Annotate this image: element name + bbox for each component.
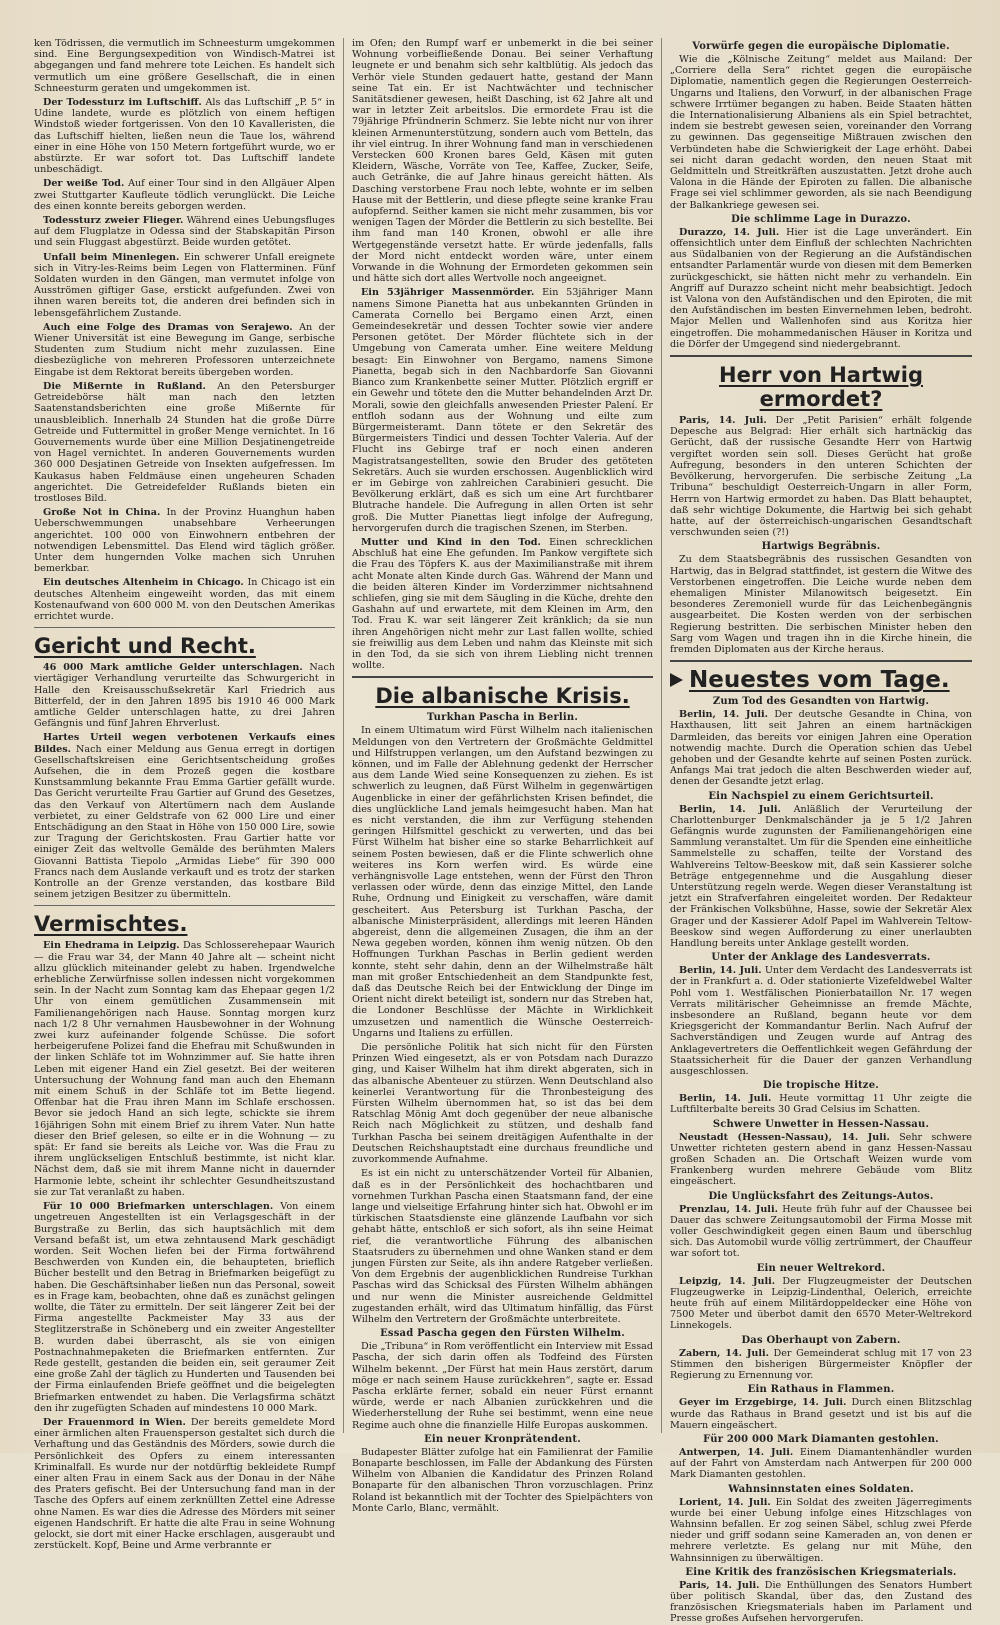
article-paragraph — [670, 709, 972, 787]
column-middle — [344, 38, 662, 1514]
dateline: Lorient, 14. Juli. — [679, 1496, 771, 1508]
dateline: Neustadt (Hessen-Nassau), 14. Juli. — [679, 1131, 890, 1143]
section-heading-albania: Die albanische Krisis. — [375, 684, 630, 709]
article-text: An der Wiener Universität ist eine Bewegung im Gange, serbische Studenten zum Studium nicht mehr zuzulassen. Eine diesbezügliche von mehreren Professoren unterzeichnete Eingabe ist dem Rektorat bereits übergeben worden. — [34, 321, 335, 378]
article-lead: Ein 53jähriger Massenmörder. — [361, 287, 535, 299]
article-text: Der „Petit Parisien“ erhält folgende Depesche aus Belgrad: Hier erhält sich hartnäckig das Gerücht, daß der russische Gesandte Herr von Hartwig vergiftet worden sein soll. Dieses Gerücht hat große Aufregung, besonders in den unteren Schichten der Bevölkerung, hervorgerufen. Die serbische Zeitung „La Tribuna“ beschuldigt Oesterreich-Ungarn in aller Form, Herrn von Hartwig ermordet zu haben. Das Blatt behauptet, daß sehr wichtige Dokumente, die Hartwig bei sich gehabt hatte, auf der österreichisch-ungarischen Gesandtschaft verschwunden seien (?!) — [670, 415, 972, 539]
section-heading-news-text: Neuestes vom Tage. — [689, 667, 950, 694]
article-text: Die persönliche Politik hat sich nicht für den Fürsten Prinzen Wied eingesetzt, als er von Potsdam nach Durazzo ging, und Kaiser Wilhelm hat ihm direkt abgeraten, sich in das albanische Abenteuer zu stürzen. Wenn Deutschland also keinerlei Verantwortung für die Thronbesteigung des Fürsten Wilhelm übernommen hat, so ist das bei dem Ratschlag Mönig Amt doch gegenüber der neue albanische Reich nach Möglichkeit zu stützen, und deshalb fand Turkhan Pascha bei seinem dreitägigen Aufenthalte in der Deutschen Reichshauptstadt eine durchaus freundliche und zuvorkommende Aufnahme. — [352, 1042, 653, 1166]
article-text: In einem Ultimatum wird Fürst Wilhelm nach italienischen Meldungen von den Vertretern der Großmächte Geldmittel und Hilfstruppen verlangen, um den Aufstand bezwingen zu können, und im Falle der Ablehnung gedenkt der Herrscher aus dem Lande Wied seine Konsequenzen zu ziehen. Es ist schwerlich zu leugnen, daß Fürst Wilhelm in gegenwärtigen Augenblicke in einer der gefährlichsten Krisen befindet, die dies unglückliche Land jemals heimgesucht haben. Man hat es nicht verstanden, die ihm zur Verfügung stehenden geringen Hilfsmittel geschickt zu verwerten, und das bei Fürst Wilhelm hat bisher eine so starke Beharrlichkeit auf seinem Posten bewiesen, daß er die Flinte schwerlich ohne weiteres ins Korn werfen wird. Es würde eine verhängnisvolle Lage entstehen, wenn der Fürst den Thron verlassen oder würde, denn das einzige Mittel, den Lande Ruhe, Ordnung und Einigkeit zu verschaffen, wäre damit gescheitert. Aus Petersburg ist Turkhan Pascha, der albanische Ministerpräsident, allerdings mit leeren Händen abgereist, denn die allgemeinen Zusagen, die ihm an der Newa gegeben worden, können ihm wenig nützen. Ob den Hoffnungen Turkhan Paschas in Berlin gedient werden konnte, steht sehr dahin, denn an der Wilhelmstraße hält man mit großer Entschiedenheit an dem Standpunkte fest, daß das Deutsche Reich bei der Entwicklung der Dinge im Orient nicht direkt beteiligt ist, sondern nur das Streben hat, die Londoner Beschlüsse der Mächte in Wirklichkeit umzusetzen und namentlich die Wünsche Oesterreich-Ungarns und Italiens zu erfüllen. — [352, 725, 653, 1039]
article-lead: Ein deutsches Altenheim in Chicago. — [43, 577, 244, 589]
article-text: Sehr schwere Unwetter richteten gestern abend in ganz Hessen-Nassau großen Schaden an. Die Ortschaft Weizen wurde vom Frankenberg wurden mehrere Gebäude vom Blitz eingeäschert. — [670, 1131, 972, 1188]
article-lead: Ein Ehedrama in Leipzig. — [43, 940, 180, 952]
dateline: Paris, 14. Juli. — [679, 415, 767, 427]
article-paragraph — [670, 1093, 972, 1115]
article-paragraph — [34, 940, 335, 1198]
article-lead: Der Frauenmord in Wien. — [43, 1416, 186, 1428]
dateline: Zabern, 14. Juli. — [679, 1347, 769, 1359]
article-text: Während eines Uebungsfluges auf dem Flugplatze in Odessa sind der Stabskapitän Pirson und sein Fluggast abgestürzt. Beide wurden getötet. — [34, 215, 335, 249]
article-lead: Unfall beim Minenlegen. — [43, 251, 180, 263]
subheading: Für 200 000 Mark Diamanten gestohlen. — [703, 1433, 939, 1445]
article-text: In der Provinz Huanghun haben Ueberschwemmungen unabsehbare Verheerungen angerichtet. 100 000 von Einwohnern entbehren der notwendigen Lebensmittel. Das Elend wird täglich größer. Unter dem hungernden Volke machen sich Unruhen bemerkbar. — [34, 507, 335, 575]
column-right — [662, 38, 980, 1625]
subheading: Die Unglücksfahrt des Zeitungs-Autos. — [708, 1190, 934, 1202]
subheading: Ein neuer Weltrekord. — [756, 1262, 886, 1274]
article-paragraph — [34, 178, 335, 212]
article-text: ken Tödrissen, die vermutlich im Schneesturm umgekommen sind. Eine Bergungsexpedition von Windisch-Matrei ist abgegangen und fand mehrere tote Leichen. Es handelt sich vermutlich um eine größere Gesellschaft, die in einen Schneesturm geraten und umgekommen ist. — [34, 38, 335, 94]
article-text: Der bereits gemeldete Mord einer ärmlichen alten Frauensperson gestaltet sich durch die Verhaftung und das Geständnis des Mörders, sowie durch die Persönlichkeit des Opfers zu einem interessanten Kriminalfall. Es wurde nur der notdürftig bekleidete Rumpf einer alten Frau in einem Sack aus der Donau in der Nähe des Praters gefischt. Bei der Untersuchung fand man in der Tasche des Opfers auf einem zerknüllten Zettel eine Adresse ohne Namen. Es war dies die Adresse des Mörders mit seiner eigenen Handschrift. Er hatte die alte Frau in seine Wohnung gelockt, sie dort mit einer Hacke erschlagen, ausgeraubt und zerstückelt. Kopf, Beine und Arme verbrannte er — [34, 1416, 335, 1552]
article-text: Die „Tribuna“ in Rom veröffentlicht ein Interview mit Essad Pascha, der sich darin offen als Todfeind des Fürsten Wilhelm bekennt. „Der Fürst hat mein Haus zerstört, darum möge er nach seinem Hause zurückkehren“, sagte er. Essad Pascha erklärte ferner, sobald ein neuer Fürst ernannt würde, werde er nach Albanien zurückkehren und die Wiederherstellung der Ruhe sei bestimmt, wenn eine neue Regime auch ohne die finanzielle Hilfe Europas auskommen. — [352, 1341, 653, 1431]
article-paragraph — [670, 1580, 972, 1625]
article-text: Unter dem Verdacht des Landesverrats ist der in Frankfurt a. d. Oder stationierte Vizefeldwebel Walter Pohl vom 1. Westfälischen Pionierbataillon Nr. 17 wegen Verrats militärischer Geheimnisse an fremde Mächte, insbesondere an Rußland, begann heute vor dem Kriegsgericht der Kommandantur Berlin. Nach Aufruf der Sachverständigen und Zeugen wurde auf Antrag des Anklagevertreters die Oeffentlichkeit wegen Gefährdung der Staatssicherheit für die Dauer der ganzen Verhandlung ausgeschlossen. — [670, 965, 972, 1078]
subheading: Hartwigs Begräbnis. — [761, 541, 881, 553]
article-text: Wie die „Kölnische Zeitung“ meldet aus Mailand: Der „Corriere della Sera“ richtet gegen die europäische Diplomatie, namentlich gegen die Regierungen Oesterreich-Ungarns und Italiens, den Vorwurf, in der albanischen Frage schwere Irrtümer begangen zu haben. Beide Staaten hätten die Internationalisierung Albaniens als ein Spiel betrachtet, indem sie bestrebt gewesen seien, voreinander den Vorrang zu gewinnen. Das gegenseitige Mißtrauen zwischen den Verbündeten habe die Schwierigkeit der Lage erhöht. Dabei sei nicht daran gedacht worden, den neuen Staat mit Geldmitteln und Streitkräften auszustatten. Jetzt drohe auch Valona in die Hände der Epiroten zu fallen. Die albanische Frage sei viel schlimmer geworden, als sie nach Beendigung der Balkankriege gewesen sei. — [670, 54, 972, 211]
article-text: im Ofen; den Rumpf warf er unbemerkt in die bei seiner Wohnung vorbeifließende Donau. Bei seiner Verhaftung leugnete er und benahm sich sehr kaltblütig. Als jedoch das Verhör viele Stunden gedauert hatte, gestand der Mann seine Tat ein. Er ist Nachtwächter und technischer Sanitätsdiener gewesen, heißt Dasching, ist 62 Jahre alt und war in letzter Zeit arbeitslos. Die ermordete Frau ist die 79jährige Pfründnerin Schmerz. Sie lebte nicht nur von ihrer kleinen Armenunterstützung, sondern auch vom Betteln, das ihr viel eintrug. In ihrer Wohnung fand man in verschiedenen Verstecken 600 Kronen bares Geld, Käsen mit guten Kleidern, Wäsche, Vorräte von Tee, Kaffee, Zucker, Seife, auch Getränke, die auf Jahre hinaus gereicht hätten. Als Dasching verstorbene Frau noch lebte, wohnte er im selben Hause mit der Bettlerin, und diese pflegte seine kranke Frau aufopfernd. Seither kamen sie nicht mehr zusammen, bis vor wenigen Tagen der Mörder die Bettlerin zu sich bestellte. Bei ihm fand man 140 Kronen, obwohl er alle ihre Wertgegenstände versetzt hatte. Er würde jedenfalls, falls der Mord nicht entdeckt worden wäre, unter einem Vorwande in die Wohnung der Ermordeten gekommen sein und hätte sich dort alles Wertvolle noch angeeignet. — [352, 38, 653, 285]
article-paragraph — [670, 1447, 972, 1481]
subheading: Die schlimme Lage in Durazzo. — [731, 213, 911, 225]
dateline: Durazzo, 14. Juli. — [679, 226, 780, 238]
article-lead: Todessturz zweier Flieger. — [43, 215, 184, 227]
subheading: Eine Kritik des französischen Kriegsmaterials. — [685, 1566, 957, 1578]
article-lead: Große Not in China. — [43, 507, 161, 519]
article-text: Einem Diamantenhändler wurden auf der Fahrt von Amsterdam nach Antwerpen für 200 000 Mark Diamanten gestohlen. — [670, 1446, 972, 1481]
divider — [670, 355, 972, 357]
subheading: Ein Rathaus in Flammen. — [747, 1384, 895, 1396]
article-text: An den Petersburger Getreidebörse hält man nach den letzten Saatenstandsberichten eine große Mißernte für unausbleiblich. Innerhalb 24 Stunden hat die große Dürre Getreide und Futtermittel in großer Menge vernichtet. In 16 Gouvernements wurde über eine Million Desjatinengetreide von Hagel vernichtet. In anderen Gouvernements wurden 360 000 Desjatinen Getreide von Insekten aufgefressen. Im Kaukasus haben Feldmäuse einen ungeheuren Schaden angerichtet. Die Getreidefelder Rußlands bieten ein trostloses Bild. — [34, 380, 335, 504]
article-paragraph — [670, 227, 972, 350]
article-text: Durch einen Blitzschlag wurde das Rathaus in Brand gesetzt und ist bis auf die Mauern eingeäschert. — [670, 1397, 972, 1431]
subheading: Schwere Unwetter in Hessen-Nassau. — [712, 1118, 930, 1130]
divider — [34, 905, 335, 906]
article-paragraph — [670, 1132, 972, 1188]
subheading: Ein Nachspiel zu einem Gerichtsurteil. — [708, 790, 934, 802]
article-text: Der Gemeinderat schlug mit 17 von 23 Stimmen den bisherigen Bürgermeister Knöpfler der Regierung zu Ernennung vor. — [670, 1347, 972, 1382]
article-text: Ein 53jähriger Mann namens Simone Pianetta hat aus unbekannten Gründen in Camerata Cornello bei Bergamo einen Arzt, einen Gemeindesekretär und dessen Tochter sowie vier andere Personen getötet. Der Mörder flüchtete sich in der Umgebung von Camerata umher. Eine weitere Meldung besagt: Ein Einwohner von Bergamo, namens Simone Pianetta, begab sich in den Nachbardorfe San Giovanni Bianco zum Krankenbette seiner Mutter. Plötzlich ergriff er ein Gewehr und tötete den die Mutter behandelnden Arzt Dr. Morali, sowie den gleichfalls anwesenden Priester Palení. Er entfloh sodann aus der Wohnung und eilte zum Bürgermeisteramt. Dann tötete er den Sekretär des Bürgermeisters Tindici und dessen Tochter Valeria. Auf der Flucht ins Gebirge traf er noch einen anderen Magistratsangestellten, sowie den Bruder des getöteten Sekretärs. Auch sie wurden erschossen. Augenblicklich wird er im Gebirge von zahlreichen Carabinieri gesucht. Die Bevölkerung erklärt, daß es sich um eine Art furchtbarer Blutrache handele. Die Aufregung in allen Orten ist sehr groß. Die Mutter Pianettas liegt infolge der Aufregung, hervorgerufen durch die tragischen Szenen, im Sterben. — [352, 287, 653, 534]
article-paragraph — [34, 1201, 335, 1414]
dateline: Berlin, 14. Juli. — [679, 965, 762, 977]
subheading: Unter der Anklage des Landesverrats. — [711, 952, 931, 964]
article-text: Der deutsche Gesandte in China, von Haxthausen, litt seit Jahren an einem hartnäckigen Darmleiden, das bereits vor einigen Jahren eine Operation notwendig machte. Durch die Operation schien das Uebel gehoben und der Gesandte kehrte auf seinen Posten zurück. Anfangs Mai trat jedoch die alten Beschwerden wieder auf, denen der Gesandte jetzt erlag. — [670, 709, 972, 788]
divider — [670, 660, 972, 662]
dateline: Leipzig, 14. Juli. — [679, 1275, 776, 1287]
section-heading-news — [670, 667, 972, 693]
article-lead: 46 000 Mark amtliche Gelder unterschlagen. — [43, 662, 303, 674]
article-paragraph — [34, 662, 335, 729]
article-text: Das Schlosserehepaar Waurich — die Frau war 34, der Mann 40 Jahre alt — scheint nicht allzu glücklich miteinander gelebt zu haben. Irgendwelche erhebliche Zerwürfnisse sollen indessen nicht vorgekommen sein. In der Nacht zum Sonntag kam das Ehepaar gegen 1/2 Uhr von einem gemütlichen Zusammensein mit Familienangehörigen nach Hause. Sonntag morgen kurz nach 1/2 8 Uhr vernahmen Hausbewohner in der Wohnung zwei kurz aufeinander folgende Schüsse. Die sofort herbeigerufene Polizei fand die Ehefrau mit Schußwunden in der linken Schläfe tot im Wohnzimmer auf. Sie hatte ihren Leben mit eigener Hand ein Ziel gesetzt. Bei der weiteren Untersuchung der Wohnung fand man auch den Ehemann mit einem Schuß in der Schläfe tot im Bette liegend. Offenbar hat die Frau ihren Mann im Schlafe erschossen. Bevor sie jedoch Hand an sich legte, schickte sie ihrem 16jährigen Sohn mit einem Brief zu ihrem Vater. Nun hatte dieser den Brief gelesen, so eilte er in die Wohnung — zu spät: Er fand sie bereits als Leiche vor. Was die Frau zu ihrem unglückseligen Entschluß bestimmte, ist nicht klar. Nächst dem, daß sie mit ihrem Manne nicht in dauernder Harmonie lebte, scheint ihr schlechter Gesundheitszustand sie zur Tat veranlaßt zu haben. — [34, 940, 335, 1198]
subheading: Essad Pascha gegen den Fürsten Wilhelm. — [380, 1328, 625, 1340]
article-text: Auf einer Tour sind in den Allgäuer Alpen zwei Stuttgarter Kaufleute tödlich verunglückt. Die Leiche des einen konnte bereits geborgen werden. — [34, 178, 335, 212]
article-text: Der Flugzeugmeister der Deutschen Flugzeugwerke in Leipzig-Lindenthal, Oelerich, erreichte heute früh auf einem Militärdoppeldecker eine Höhe von 7500 Meter und überbot damit den 6570 Meter-Weltrekord Linnekogels. — [670, 1275, 972, 1332]
dateline: Berlin, 14. Juli. — [679, 1093, 772, 1105]
article-text: Als das Luftschiff „P. 5“ in Udine landete, wurde es plötzlich von einem heftigen Windstoß wieder fortgerissen. Von den 10 Kavalleristen, die das Luftschiff hielten, ließen neun die Taue los, während einer in eine Höhe von 150 Metern fortgeführt wurde, wo er abstürzte. Er war sofort tot. Das Luftschiff landete unbeschädigt. — [34, 97, 335, 176]
dateline: Paris, 14. Juli. — [679, 1579, 760, 1591]
article-text: Hier ist die Lage unverändert. Ein offensichtlich unter dem Einfluß der schlechten Nachrichten aus Südalbanien von der Regierung an die Aufständischen entsandter Parlamentär wurde von diesen mit dem Bemerken zurückgeschickt, sie hätten nicht mehr zu verhandeln. Ein Angriff auf Durazzo scheint nicht mehr beabsichtigt. Jedoch ist Valona von den Aufständischen und den Epiroten, die mit den Aufständischen im besten Einvernehmen leben, bedroht. Major Mellen und Wallenhofen sind aus Koritza hier eingetroffen. Die mohammedanischen Häuser in Koritza und die Dörfer der Umgegend sind niedergebrannt. — [670, 226, 972, 350]
article-paragraph — [34, 322, 335, 378]
column-left — [26, 38, 344, 1552]
article-lead: Für 10 000 Briefmarken unterschlagen. — [43, 1201, 274, 1213]
article-paragraph — [670, 804, 972, 950]
article-text: Heute vormittag 11 Uhr zeigte die Luftfilterbalte bereits 30 Grad Celsius im Schatten. — [670, 1093, 972, 1116]
article-paragraph — [34, 732, 335, 900]
subheading: Wahnsinnstaten eines Soldaten. — [728, 1483, 914, 1495]
article-text: Nach einer Meldung aus Genua erregt in dortigen Gesellschaftskreisen eine Gerichtsentscheidung großes Aufsehen, die in dem Prozeß gegen die kostbare Kunstsammlung bekannte Frau Emma Gartier gefällt wurde. Das Gericht verurteilte Frau Gartier auf Grund des Gesetzes, das den Verkauf von Altertümern nach dem Auslande verbietet, zu einer Geldstrafe von 62 000 Lire und einer Entschädigung an den Staat in Höhe von 150 000 Lire, sowie zur Tragung der Gerichtskosten. Frau Gartier hatte vor einiger Zeit das weltvolle Gemälde des berühmten Malers Giovanni Battista Tiepolo „Armidas Liebe“ für 390 000 Francs nach dem Auslande verkauft und es trotz der starken Kontrolle an der Grenze verstanden, das kostbare Bild seinem jetzigen Besitzer zu übermitteln. — [34, 743, 335, 901]
article-paragraph — [34, 252, 335, 319]
subheading: Ein neuer Kronprätendent. — [424, 1433, 581, 1445]
article-lead: Der Todessturz im Luftschiff. — [43, 97, 202, 109]
subheading: Zum Tod des Gesandten von Hartwig. — [712, 696, 930, 708]
article-paragraph — [670, 1397, 972, 1431]
article-paragraph — [670, 1276, 972, 1332]
dateline: Antwerpen, 14. Juli. — [679, 1446, 794, 1458]
article-lead: Die Mißernte in Rußland. — [43, 380, 206, 392]
article-text: Anläßlich der Verurteilung der Charlottenburger Denkmalschänder ja je 5 1/2 Jahren Gefängnis wurde zugunsten der Familienangehörigen eine Sammlung veranstaltet. Um für die Spenden eine einheitliche Sammelstelle zu schaffen, teilte der Vorstand des Wahlvereins Teltow-Beeskow mit, daß sein Kassierer solche Beträge entgegennehme und die Ausgahlung dieser Unterstützung regeln werde. Wegen dieser Veranstaltung ist jetzt ein Strafverfahren eingeleitet worden. Der Redakteur der Fränkischen Volksbühne, Hasse, sowie der Sekretär Alex Grager und der Kassierer Adolf Papel im Wahlverein Teltow-Beeskow sind wegen Aufforderung zu einer unerlaubten Handlung bereits unter Anklage gestellt worden. — [670, 803, 972, 949]
article-text: Nach viertägiger Verhandlung verurteilte das Schwurgericht in Halle den Kreisausschußsekretär Karl Friedrich aus Bitterfeld, der in den Jahren 1895 bis 1910 46 000 Mark amtliche Gelder unterschlagen hatte, zu drei Jahren Gefängnis und fünf Jahren Ehrverlust. — [34, 662, 335, 730]
article-paragraph — [34, 507, 335, 574]
subheading: Das Oberhaupt von Zabern. — [741, 1334, 901, 1346]
subheading: Vorwürfe gegen die europäische Diplomatie. — [692, 41, 950, 52]
article-text: Ein schwerer Unfall ereignete sich in Vitry-les-Reims beim Legen von Flatterminen. Fünf Soldaten wurden in den Gängen, man vermutet infolge von Ausströmen giftiger Gase, erstickt aufgefunden. Zwei von ihnen waren bereits tot, die anderen drei befinden sich in lebensgefährlichem Zustande. — [34, 251, 335, 319]
article-text: Die Enthüllungen des Senators Humbert über politisch Skandal, über das, den Zustand des französischen Kriegsmaterials haben im Parlament und Presse großes Aufsehen hervorgerufen. — [670, 1579, 972, 1625]
article-text: Budapester Blätter zufolge hat ein Familienrat der Familie Bonaparte beschlossen, im Falle der Abdankung des Fürsten Wilhelm von Albanien die Kandidatur des Prinzen Roland Bonaparte für den albanischen Thron vorzuschlagen. Prinz Roland ist bekanntlich mit der Tochter des Spielpächters von Monte Carlo, Blanc, vermählt. — [352, 1446, 653, 1514]
article-paragraph — [670, 965, 972, 1077]
article-paragraph — [34, 1417, 335, 1551]
article-paragraph — [670, 1348, 972, 1382]
article-text: Zu dem Staatsbegräbnis des russischen Gesandten von Hartwig, das in Belgrad stattfindet, ist gestern die Witwe des Verstorbenen eingetroffen. Die Leiche wurde neben dem ehemaligen Minister Milanowitsch beigesetzt. Ein besonderes Zeremoniell wurde für das Leichenbegängnis ausgearbeitet. Die Kosten werden von der serbischen Regierung bestritten. Die serbischen Minister heben den Sarg vom Wagen und tragen ihn in die Kirche hinein, die fremden Diplomaten aus der Kirche heraus. — [670, 554, 972, 655]
divider — [352, 676, 653, 678]
article-paragraph — [670, 415, 972, 538]
article-text: In Chicago ist ein deutsches Altenheim eingeweiht worden, das mit einem Kostenaufwand von 600 000 M. von den Deutschen Amerikas errichtet wurde. — [34, 577, 335, 622]
article-paragraph — [34, 577, 335, 622]
subheading: Die tropische Hitze. — [763, 1080, 879, 1092]
article-paragraph — [670, 1204, 972, 1260]
article-lead: Auch eine Folge des Dramas von Serajewo. — [43, 321, 293, 333]
article-lead: Der weiße Tod. — [43, 178, 125, 190]
article-paragraph — [34, 215, 335, 249]
article-text: Einen schrecklichen Abschluß hat eine Ehe gefunden. Im Pankow vergiftete sich die Frau des Töpfers K. aus der Maximilianstraße mit ihrem acht Monate alten Kinde durch Gas. Während der Mann und die beiden älteren Kinder im Vorderzimmer nichtsahnend schliefen, ging sie mit dem Säugling in die Küche, drehte den Gashahn auf und erwartete, mit dem Kleinen im Arm, den Tod. Frau K. war seit längerer Zeit kränklich; da sie nun ihren Angehörigen nicht mehr zur Last fallen wollte, schied sie freiwillig aus dem Leben und nahm das Kleinste mit sich in den Tod, da sie sich von ihrem Liebling nicht trennen wollte. — [352, 536, 653, 672]
article-text: Von einem ungetreuen Angestellten ist ein Verlagsgeschäft in der Burgstraße zu Berlin, das sich hauptsächlich mit dem Versand befaßt ist, um etwa zehntausend Mark geschädigt worden. Seit Wochen liefen bei der Firma fortwährend Beschwerden von Kunden ein, die behaupteten, brieflich Bücher bestellt und den Betrag in Briefmarken beigefügt zu haben. Die Geschäftsinhaber ließen nun das Personal, soweit es in Frage kam, beobachten, ohne daß es zunächst gelingen wollte, die Täter zu ermitteln. Der seit längerer Zeit bei der Firma angestellte Packmeister May 33 aus der Steglitzerstraße in Schöneberg und ein zweiter Angestellter B. wurden dabei überrascht, als sie von einigen Postnachnahmepaketen die Briefmarken entfernten. Zur Rede gestellt, gestanden die beiden ein, seit geraumer Zeit eine große Zahl der täglich zu Hunderten und Tausenden bei der Firma einlaufenden Briefe geöffnet und die beigelegten Briefmarken entwendet zu haben. Die Verlagsfirma schätzt den ihr zugefügten Schaden auf mindestens 10 000 Mark. — [34, 1201, 335, 1414]
dateline: Geyer im Erzgebirge, 14. Juli. — [679, 1397, 847, 1409]
article-paragraph — [34, 97, 335, 175]
dateline: Prenzlau, 14. Juli. — [679, 1203, 778, 1215]
article-lead: Mutter und Kind in den Tod. — [361, 536, 541, 548]
arrow-right-icon — [670, 673, 683, 687]
article-paragraph — [352, 287, 653, 533]
article-lead: Hartes Urteil wegen verbotenen Verkaufs eines Bildes. — [34, 732, 335, 755]
dateline: Berlin, 14. Juli. — [679, 803, 781, 815]
article-paragraph — [352, 537, 653, 671]
section-heading-misc: Vermischtes. — [34, 912, 188, 937]
section-heading-court: Gericht und Recht. — [34, 634, 256, 659]
divider — [34, 627, 335, 628]
article-text: Heute früh fuhr auf der Chaussee bei Dauer das schwere Zeitungsautomobil der Firma Mosse mit voller Geschwindigkeit gegen einen Baum und überschlug sich. Das Automobil wurde völlig zertrümmert, der Chauffeur war sofort tot. — [670, 1203, 972, 1260]
dateline: Berlin, 14. Juli. — [679, 709, 768, 721]
section-heading-hartwig: Herr von Hartwig ermordet? — [719, 363, 923, 412]
article-paragraph — [670, 1497, 972, 1564]
article-paragraph — [34, 381, 335, 504]
article-text: Es ist ein nicht zu unterschätzender Vorteil für Albanien, daß es in der Persönlichkeit des hochachtbaren und vornehmen Turkhan Pascha einen Staatsmann fand, der eine lange und vielseitige Erfahrung hinter sich hat. Obwohl er im türkischen Staatsdienste eine glänzende Laufbahn vor sich gehabt hätte, entschloß er sich sofort, als ihn seine Heimat rief, die verantwortliche Führung des albanischen Staatsruders zu übernehmen und ohne Wanken stand er dem jungen Fürsten zur Seite, als ihn andere Ratgeber verließen. Von dem Ergebnis der augenblicklichen Rundreise Turkhan Paschas wird das Schicksal des Fürsten Wilhelm abhängen und nur wenn die Minister ausreichende Geldmittel zugestanden erhält, wird das Ultimatum hinfällig, das Fürst Wilhelm den Vertretern der Großmächte unterbreitete. — [352, 1168, 653, 1325]
article-text: Ein Soldat des zweiten Jägerregiments wurde bei einer Uebung infolge eines Hitzschlages von Wahnsinn befallen. Er zog seinen Säbel, schlug zwei Pferde nieder und griff sodann seine Kameraden an, von denen er mehrere verletzte. Es gelang nur mit Mühe, den Wahnsinnigen zu überwältigen. — [670, 1496, 972, 1564]
subheading: Turkhan Pascha in Berlin. — [426, 712, 579, 724]
